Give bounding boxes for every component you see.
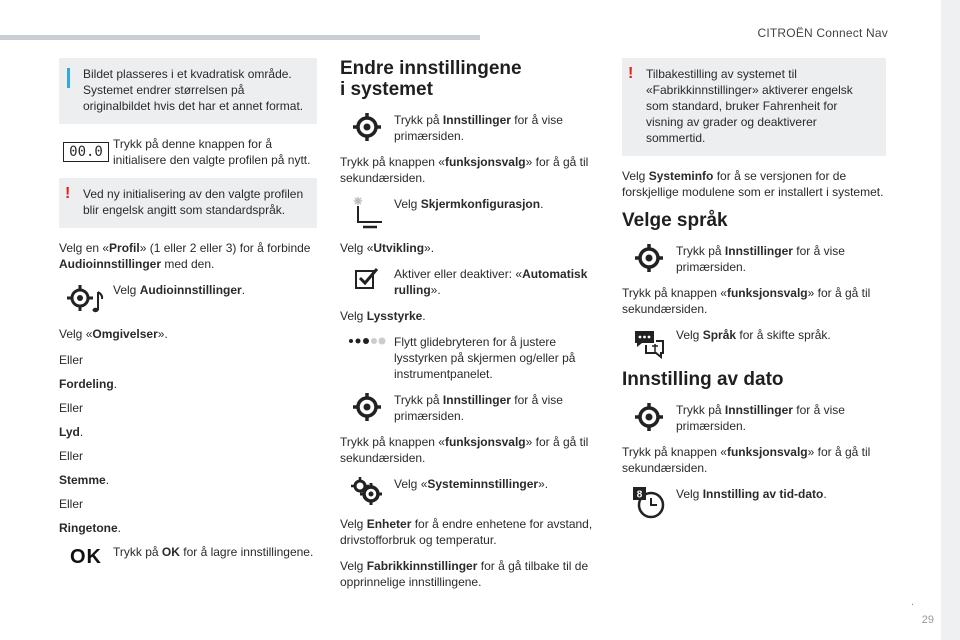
step-row: Velg Språk for å skifte språk. [622,327,886,359]
profile-text: Velg en «Profil» (1 eller 2 eller 3) for å forbinde Audioinnstillinger med den. [59,241,311,271]
clock-date-icon [632,486,666,520]
ringetone-text: Ringetone. [59,521,122,535]
step-text: Velg Fabrikkinnstillinger for å gå tilbake til de opprinnelige innstillingene. [340,559,589,589]
step-row: Trykk på Innstillinger for å vise primærsiden. [340,392,602,424]
page-number: 29 [921,614,934,626]
warning-icon: ! [628,65,634,82]
language-icon [632,327,666,359]
screen-brightness-icon [349,196,385,230]
omgivelser-text: Velg «Omgivelser». [59,327,168,341]
audio-row: Velg Audioinnstillinger. [59,282,317,316]
step-text: Velg Lysstyrke. [340,309,426,323]
or-text: Eller [59,449,84,463]
system-settings-icon [350,476,384,506]
reset-row: 00.0 Trykk på denne knappen for å initialisere den valgte profilen på nytt. [59,136,317,168]
page-dot: . [910,596,914,608]
step-row: Trykk på Innstillinger for å vise primærsiden. [340,112,602,144]
step-row: Trykk på Innstillinger for å vise primærsiden. [622,402,886,434]
date-badge: 8 [636,489,643,501]
or-text: Eller [59,401,84,415]
header-rule [0,35,480,40]
checkbox-checked-icon [354,266,380,290]
lyd-text: Lyd. [59,425,84,439]
step-text: Velg «Utvikling». [340,241,435,255]
brand-title: CITROËN Connect Nav [757,26,888,40]
info-note: Bildet plasseres i et kvadratisk område. Systemet endrer størrelsen på originalbildet hvis det har et annet format. [59,58,317,124]
gear-icon [352,112,382,142]
step-text: Trykk på knappen «funksjonsvalg» for å gå til sekundærsiden. [340,435,589,465]
fordeling-text: Fordeling. [59,377,118,391]
column-3 [622,58,886,530]
side-strip [941,0,960,640]
column-2 [340,58,602,600]
step-text: Trykk på knappen «funksjonsvalg» for å gå til sekundærsiden. [340,155,589,185]
audio-settings-icon [66,282,106,316]
or-text: Eller [59,353,84,367]
warning-icon: ! [65,185,71,202]
gear-icon [634,402,664,432]
column-1 [59,58,317,579]
step-row: Aktiver eller deaktiver: «Automatisk rulling». [340,266,602,298]
step-text: Trykk på knappen «funksjonsvalg» for å gå til sekundærsiden. [622,286,871,316]
step-text: Velg Enheter for å endre enhetene for avstand, drivstofforbruk og temperatur. [340,517,593,547]
gear-icon [352,392,382,422]
gear-icon [634,243,664,273]
section-title-date: Innstilling av dato [622,369,784,390]
reset-button-icon: 00.0 [63,142,109,162]
step-row: 8 Velg Innstilling av tid-dato. [622,486,886,520]
ok-row: OK Trykk på OK for å lagre innstillingene. [70,545,314,568]
step-row: Velg Skjermkonfigurasjon. [340,196,602,230]
warning-note: ! Ved ny initialisering av den valgte profilen blir engelsk angitt som standardspråk. [59,178,317,228]
ok-button-icon: OK [70,546,102,568]
warning-note: ! Tilbakestilling av systemet til «Fabrikkinnstillinger» aktiverer engelsk som standard, bruker Fahrenheit for visning av grader og deaktiverer sommertid. [622,58,886,156]
step-text: Trykk på knappen «funksjonsvalg» for å gå til sekundærsiden. [622,445,871,475]
step-row: Flytt glidebryteren for å justere lysstyrken på skjermen og/eller på instrumentpanelet. [340,334,602,382]
info-bar-icon [67,68,70,88]
step-row: Velg «Systeminnstillinger». [340,476,602,506]
stemme-text: Stemme. [59,473,110,487]
systeminfo-text: Velg Systeminfo for å se versjonen for de forskjellige modulene som er installert i systemet. [622,169,884,199]
section-title-settings: Endre innstillingene i systemet [340,58,522,100]
step-row: Trykk på Innstillinger for å vise primærsiden. [622,243,886,275]
section-title-language: Velge språk [622,210,728,231]
or-text: Eller [59,497,84,511]
brightness-slider-icon [347,334,387,346]
